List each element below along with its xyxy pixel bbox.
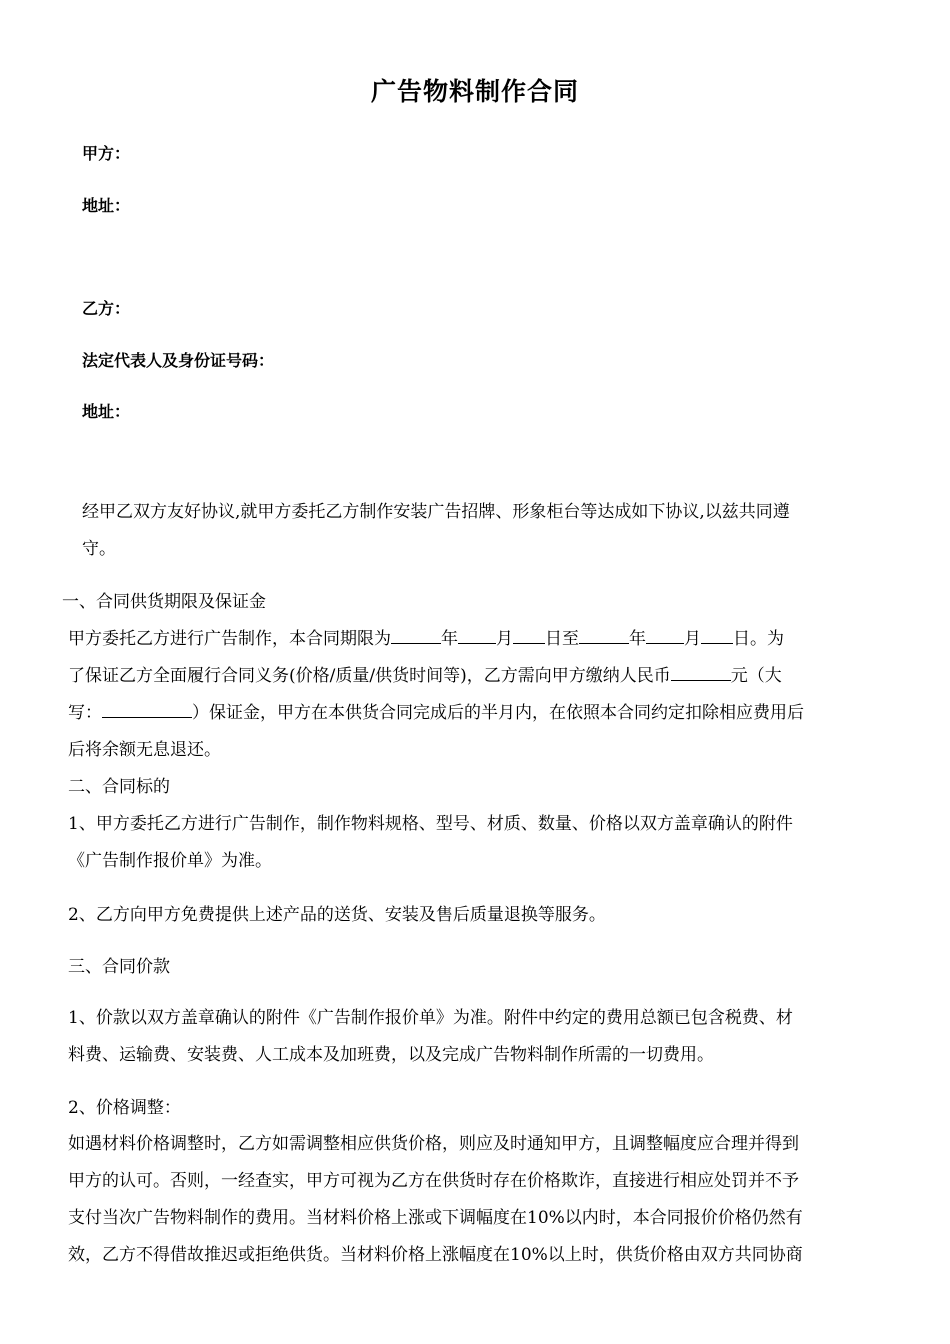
section3-item2-paragraph <box>68 1126 898 1274</box>
section2-item1-line-1: 1、甲方委托乙方进行广告制作，制作物料规格、型号、材质、数量、价格以双方盖章确认的附件 <box>68 814 793 834</box>
intro-paragraph <box>82 494 902 568</box>
price-adjust-line-1: 如遇材料价格调整时，乙方如需调整相应供货价格，则应及时通知甲方，且调整幅度应合理并得到 <box>68 1134 799 1154</box>
section1-paragraph <box>68 621 898 769</box>
section1-line-2 <box>68 658 898 695</box>
end-day-blank <box>701 625 733 644</box>
intro-line-1: 经甲乙双方友好协议,就甲方委托乙方制作安装广告招牌、形象柜台等达成如下协议,以兹共同遵 <box>82 502 790 522</box>
party-b-label: 乙方： <box>82 299 131 318</box>
price-adjust-line-2: 甲方的认可。否则，一经查实，甲方可视为乙方在供货时存在价格欺诈，直接进行相应处罚并不予 <box>68 1171 799 1191</box>
deposit-amount-blank <box>671 662 731 681</box>
start-month-blank <box>458 625 496 644</box>
month-text: 月 <box>684 629 701 649</box>
day-to-text: 日至 <box>545 629 579 649</box>
section2-heading: 二、合同标的 <box>68 777 170 797</box>
price-adjust-line-3: 支付当次广告物料制作的费用。当材料价格上涨或下调幅度在10%以内时，本合同报价价格仍然有 <box>68 1208 803 1228</box>
term-text: 甲方委托乙方进行广告制作，本合同期限为 <box>68 629 391 649</box>
year-text: 年 <box>629 629 646 649</box>
document-title: 广告物料制作合同 <box>370 77 579 106</box>
deposit-text: 了保证乙方全面履行合同义务(价格/质量/供货时间等)，乙方需向甲方缴纳人民币 <box>68 666 671 686</box>
section2-item1 <box>68 806 898 880</box>
section3-item2-heading: 2、价格调整： <box>68 1098 181 1118</box>
section1-line-1 <box>68 621 898 658</box>
intro-line-2: 守。 <box>82 539 116 559</box>
section2-item1-line-2: 《广告制作报价单》为准。 <box>68 851 272 871</box>
refund-text: ）保证金，甲方在本供货合同完成后的半月内，在依照本合同约定扣除相应费用后 <box>192 703 804 723</box>
section1-line-3 <box>68 695 898 732</box>
uppercase-label: 写： <box>68 703 102 723</box>
day-end-text: 日。为 <box>733 629 784 649</box>
party-b-representative-label: 法定代表人及身份证号码： <box>82 351 275 370</box>
price-adjust-line-4: 效，乙方不得借故推迟或拒绝供货。当材料价格上涨幅度在10%以上时，供货价格由双方共同协商 <box>68 1245 803 1265</box>
section1-heading: 一、合同供货期限及保证金 <box>62 592 266 612</box>
month-text: 月 <box>496 629 513 649</box>
start-day-blank <box>513 625 545 644</box>
section3-heading: 三、合同价款 <box>68 957 170 977</box>
section3-item1 <box>68 1000 898 1074</box>
section3-item1-line-2: 料费、运输费、安装费、人工成本及加班费，以及完成广告物料制作所需的一切费用。 <box>68 1045 714 1065</box>
year-text: 年 <box>441 629 458 649</box>
end-month-blank <box>646 625 684 644</box>
party-a-address-label: 地址： <box>82 196 131 215</box>
section2-item2: 2、乙方向甲方免费提供上述产品的送货、安装及售后质量退换等服务。 <box>68 905 606 925</box>
yuan-text: 元（大 <box>730 666 782 686</box>
end-year-blank <box>579 625 629 644</box>
start-year-blank <box>391 625 441 644</box>
deposit-uppercase-blank <box>102 699 192 718</box>
party-b-address-label: 地址： <box>82 402 131 421</box>
section3-item1-line-1: 1、价款以双方盖章确认的附件《广告制作报价单》为准。附件中约定的费用总额已包含税费、材 <box>68 1008 793 1028</box>
party-a-label: 甲方： <box>82 144 131 163</box>
section1-line-4: 后将余额无息退还。 <box>68 740 221 760</box>
